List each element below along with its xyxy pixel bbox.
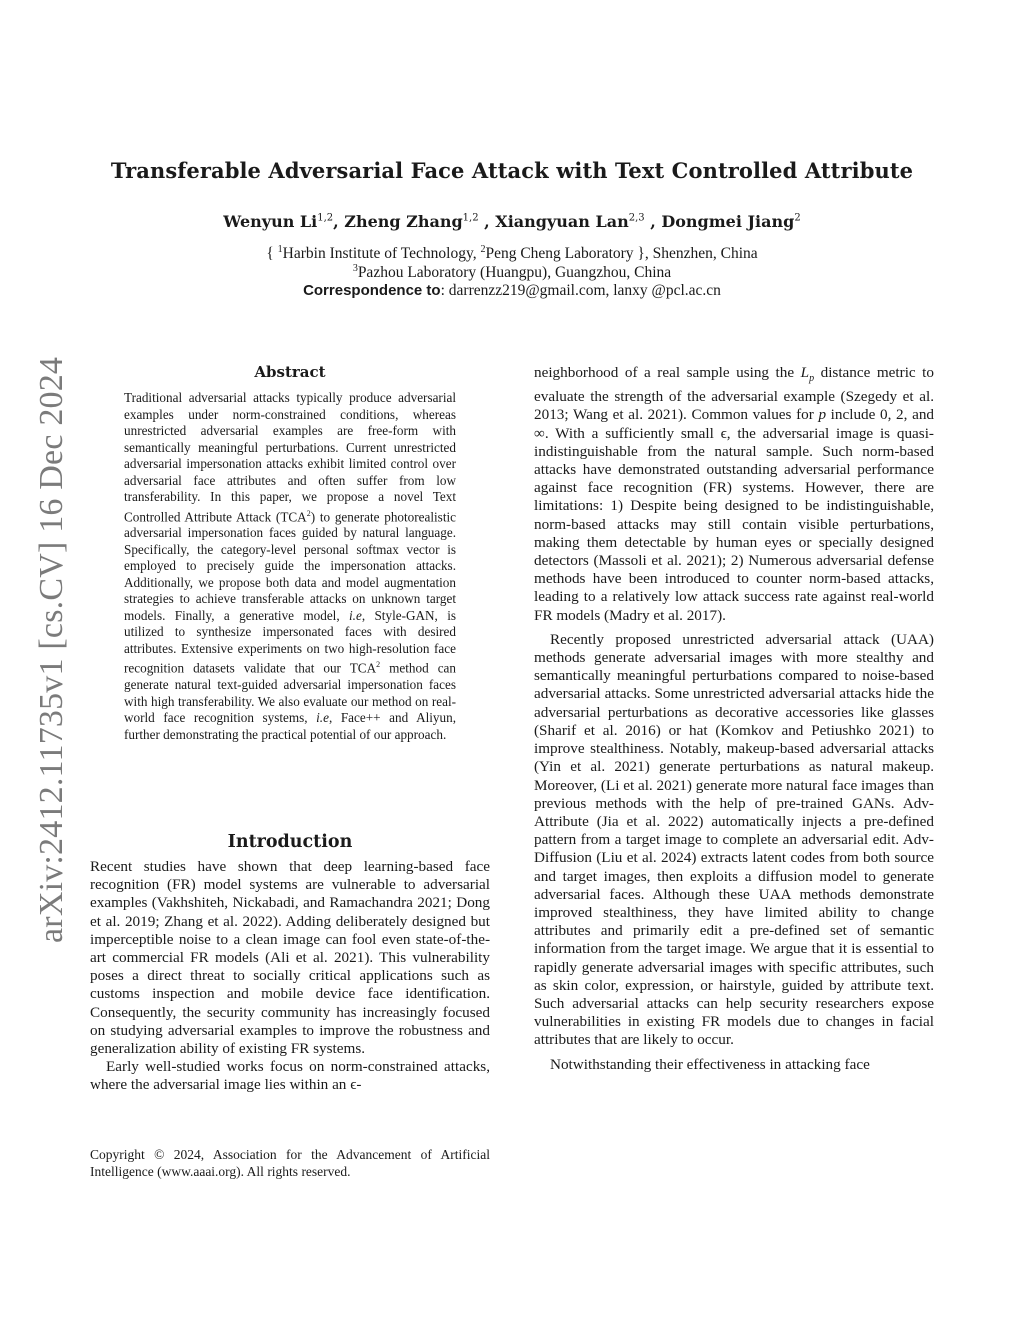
- author-list: Wenyun Li$^{1,2}$, Zheng Zhang$^{1,2}$ , Xiangyuan Lan$^{2,3}$ , Dongmei Jiang$^2$: [223, 212, 801, 231]
- author-affiliation-sup: 2: [794, 212, 801, 224]
- introduction-heading: Introduction: [227, 832, 353, 852]
- introduction-paragraph: Recent studies have shown that deep learning-based face recognition (FR) model systems are vulnerable to adversarial examples (Vakhshiteh, Nickabadi, and Ramachandra 2021; Dong et al. 2019; Zhang et al. 2022). Adding deliberately designed but imperceptible noise to a clean image can fool even state-of-the-art commercial FR models (Ali et al. 2021). This vulnerability poses a direct threat to socially critical applications such as customs inspection and mobile device face identification. Consequently, the security community has increasingly focused on studying adversarial examples to improve the robustness and generalization ability of existing FR systems.: [90, 858, 490, 1058]
- paper-title: Transferable Adversarial Face Attack with Text Controlled Attribute: [110, 158, 914, 183]
- correspondence-label: Correspondence to: [303, 282, 441, 299]
- author-affiliation-sup: 1,2: [462, 212, 479, 224]
- author-name: Wenyun Li: [223, 212, 318, 231]
- copyright-text: Copyright © 2024, Association for the Advancement of Artificial Intelligence (www.aaai.org). All rights reserved.: [90, 1147, 490, 1179]
- abstract-heading: Abstract: [254, 363, 326, 381]
- author-name: Zheng Zhang: [344, 212, 463, 231]
- body-paragraph: neighborhood of a real sample using the $L_p$ distance metric to evaluate the strength of the adversarial example (Szegedy et al. 2013; Wang et al. 2021). Common values for p include 0, 2, and ∞. With a sufficiently small ϵ, the adversarial image is quasi-indistinguishable from the natural sample. Such norm-based attacks have demonstrated outstanding adversarial performance against face recognition (FR) systems. However, there are limitations: 1) Despite being designed to be indistinguishable, norm-based attacks may still contain visible perturbations, making them detectable by human eyes or specially designed detectors (Massoli et al. 2021); 2) Numerous adversarial defense methods have been introduced to counter norm-based attacks, leading to a relatively low attack success rate against real-world FR models (Madry et al. 2017).: [534, 364, 935, 624]
- right-column-body: [534, 364, 934, 1074]
- abstract-body: Traditional adversarial attacks typically produce adversarial examples under norm-constrained conditions, whereas unrestricted adversarial examples are free-form with semantically meaningful perturbations. Current unrestricted adversarial impersonation attacks exhibit limited control over adversarial face attributes and often suffer from low transferability. In this paper, we propose a novel Text Controlled Attribute Attack (TCA$^2$) to generate photorealistic adversarial impersonation faces guided by natural language. Specifically, the category-level personal softmax vector is employed to precisely guide the impersonation attacks. Additionally, we propose both data and model augmentation strategies to achieve transferable attacks on unknown target models. Finally, a generative model, i.e, Style-GAN, is utilized to synthesize impersonated faces with desired attributes. Extensive experiments on two high-resolution face recognition datasets validate that our TCA$^2$ method can generate natural text-guided adversarial impersonation faces with high transferability. We also evaluate our method on real-world face recognition systems, i.e, Face++ and Aliyun, further demonstrating the practical potential of our approach.: [124, 390, 456, 742]
- body-paragraph: Recently proposed unrestricted adversarial attack (UAA) methods generate adversarial images with more stealthy and semantically meaningful perturbations compared to noise-based adversarial attacks. Some unrestricted adversarial attacks hide the adversarial perturbations as decorative accessories like glasses (Sharif et al. 2016) or hat (Komkov and Petiushko 2021) to improve stealthiness. Notably, makeup-based adversarial attacks (Yin et al. 2021) generate perturbations as natural makeup. Moreover, (Li et al. 2021) generate more natural face images than previous methods with the help of pre-trained GANs. Adv-Attribute (Jia et al. 2022) automatically injects a pre-defined pattern from a target image to complete an adversarial edit. Adv-Diffusion (Liu et al. 2024) extracts latent codes from both source and target images, then exploits a diffusion model to generate adversarial faces. Although these UAA methods demonstrate improved stealthiness, they have limited ability to change attributes and primarily edit a pre-defined set of semantic information from the target image. We argue that it is essential to rapidly generate adversarial images with specific attributes, such as skin color, expression, or hairstyle, guided by attribute text. Such adversarial attacks can help security researchers expose vulnerabilities in existing FR models due to changes in facial attributes that are likely to occur.: [534, 630, 934, 1049]
- author-name: Xiangyuan Lan: [495, 212, 629, 231]
- author-name: Dongmei Jiang: [661, 212, 795, 231]
- correspondence-line: [60, 282, 964, 300]
- arxiv-identifier-stamp: arXiv:2412.11735v1 [cs.CV] 16 Dec 2024: [33, 356, 70, 943]
- affiliation-line-1: { $^1$Harbin Institute of Technology, $^2$Peng Cheng Laboratory }, Shenzhen, China: [266, 244, 758, 263]
- affiliation-line-2: $^3$Pazhou Laboratory (Huangpu), Guangzhou, China: [352, 263, 672, 282]
- introduction-paragraph: Early well-studied works focus on norm-constrained attacks, where the adversarial image lies within an ϵ-: [90, 1058, 490, 1094]
- correspondence-emails: : darrenzz219@gmail.com, lanxy @pcl.ac.cn: [440, 282, 721, 299]
- author-affiliation-sup: 2,3: [628, 212, 645, 224]
- copyright-footnote: [90, 1146, 490, 1180]
- author-affiliation-sup: 1,2: [317, 212, 334, 224]
- introduction-body: [90, 858, 490, 1095]
- body-paragraph: Notwithstanding their effectiveness in attacking face: [550, 1055, 870, 1073]
